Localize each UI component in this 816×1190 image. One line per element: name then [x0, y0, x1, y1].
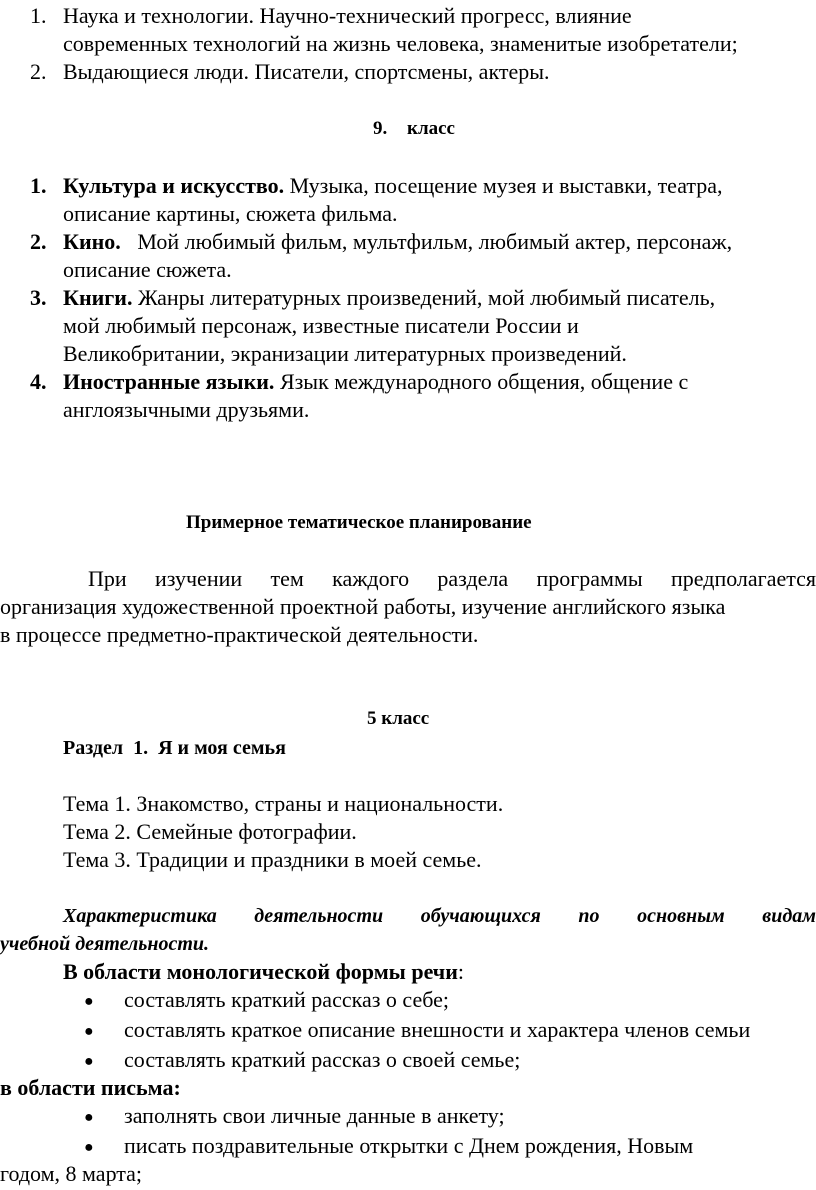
grade9-heading: класс [407, 118, 455, 139]
monologue-heading [63, 958, 464, 986]
topic-item: Тема 1. Знакомство, страны и национальности. [63, 791, 504, 816]
section-title: Раздел 1. Я и моя семья [63, 737, 286, 759]
list-item-text: Выдающиеся люди. Писатели, спортсмены, актеры. [63, 59, 550, 84]
characteristic-heading-line: Характеристика деятельности обучающихся по основным видам [63, 905, 816, 927]
list-number: 3. [30, 285, 47, 310]
item-title: Культура и искусство. [63, 173, 285, 198]
list-number: 1. [30, 173, 47, 198]
bullet-icon: ● [84, 993, 94, 1010]
item-rest: Жанры литературных произведений, мой любимый писатель, [132, 285, 716, 310]
monologue-colon: : [457, 959, 465, 984]
bullet-item: составлять краткий рассказ о своей семье; [124, 1047, 521, 1072]
item-title: Иностранные языки. [63, 369, 275, 394]
item-title: Кино. [63, 229, 121, 254]
list-item-text [63, 172, 723, 200]
bullet-item: составлять краткий рассказ о себе; [124, 987, 449, 1012]
characteristic-heading-line: учебной деятельности. [0, 933, 210, 955]
list-item-text: Великобритании, экранизации литературных произведений. [63, 341, 627, 366]
list-number: 1. [30, 3, 47, 28]
bullet-icon: ● [84, 1139, 94, 1156]
item-rest: Музыка, посещение музея и выставки, театра, [284, 173, 723, 198]
item-rest: Мой любимый фильм, мультфильм, любимый актер, персонаж, [120, 229, 733, 254]
list-item-text [63, 284, 715, 312]
list-item-text: Наука и технологии. Научно-технический прогресс, влияние [63, 3, 632, 28]
item-rest: Язык международного общения, общение с [274, 369, 689, 394]
bullet-item: писать поздравительные открытки с Днем рождения, Новым [124, 1133, 694, 1158]
list-item-text: современных технологий на жизнь человека, знаменитые изобретатели; [63, 31, 738, 56]
writing-heading: в области письма: [0, 1075, 181, 1100]
topic-item: Тема 3. Традиции и праздники в моей семье. [63, 847, 482, 872]
list-number: 2. [30, 229, 47, 254]
bullet-icon: ● [84, 1053, 94, 1070]
planning-title: Примерное тематическое планирование [186, 512, 532, 533]
grade9-heading-number: 9. [373, 118, 388, 139]
list-item-text: описание картины, сюжета фильма. [63, 201, 398, 226]
grade5-heading: 5 класс [367, 708, 430, 729]
bullet-icon: ● [84, 1109, 94, 1126]
list-item-text: мой любимый персонаж, известные писатели России и [63, 313, 579, 338]
planning-paragraph-line: При изучении тем каждого раздела программы предполагается [88, 566, 816, 591]
bullet-item: составлять краткое описание внешности и характера членов семьи [124, 1017, 751, 1042]
monologue-title: В области монологической формы речи [63, 959, 458, 984]
topic-item: Тема 2. Семейные фотографии. [63, 819, 357, 844]
item-title: Книги. [63, 285, 133, 310]
planning-paragraph-line: организация художественной проектной работы, изучение английского языка [0, 594, 726, 619]
bullet-item: заполнять свои личные данные в анкету; [124, 1103, 505, 1128]
list-item-text [63, 228, 732, 256]
list-number: 2. [30, 59, 47, 84]
list-number: 4. [30, 369, 47, 394]
list-item-text: англоязычными друзьями. [63, 397, 310, 422]
planning-paragraph-line: в процессе предметно-практической деятельности. [0, 622, 479, 647]
bullet-icon: ● [84, 1023, 94, 1040]
list-item-text: описание сюжета. [63, 257, 232, 282]
bullet-item-continuation: годом, 8 марта; [0, 1161, 143, 1186]
list-item-text [63, 368, 688, 396]
